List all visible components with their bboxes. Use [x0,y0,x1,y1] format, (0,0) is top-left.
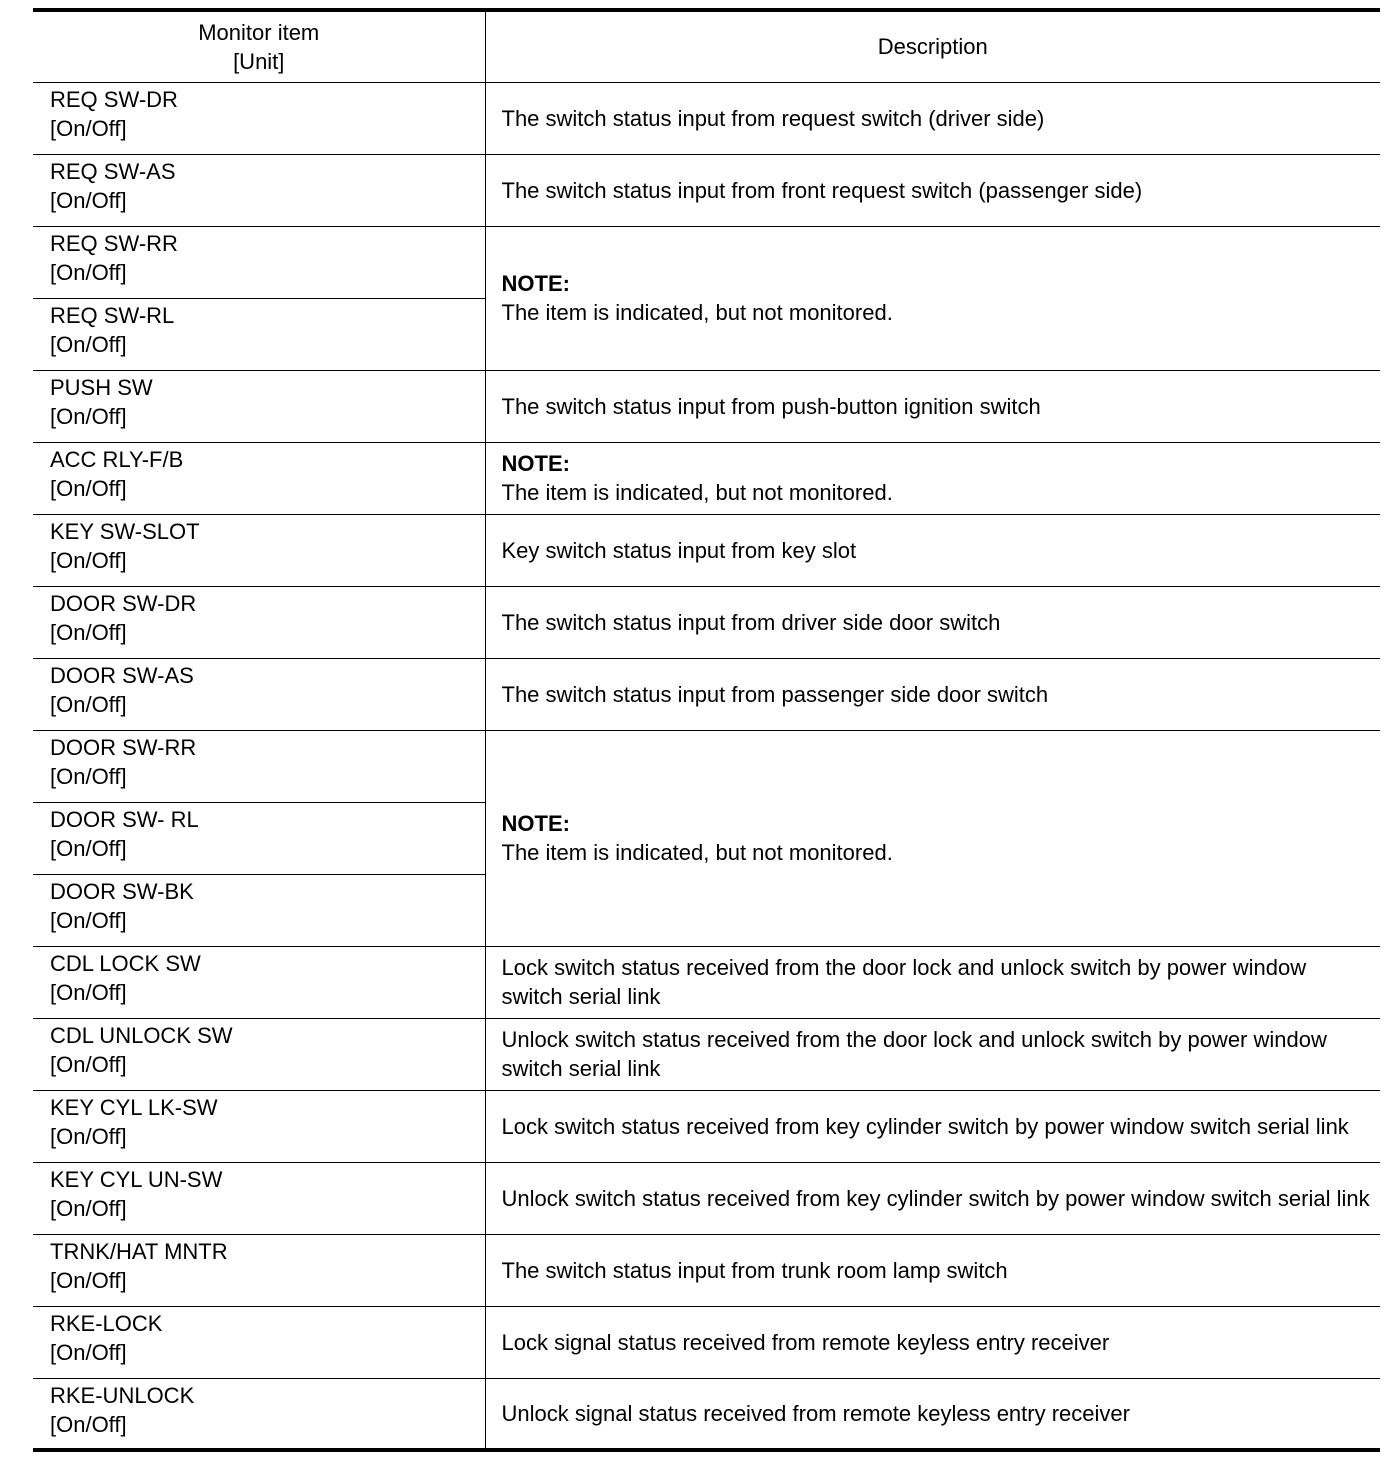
description-text: Unlock signal status received from remote keyless entry receiver [501,1400,1130,1426]
table-row [33,514,1380,586]
table-row [33,1378,1380,1450]
description-cell [485,586,1380,658]
item-unit: [On/Off] [50,115,127,141]
monitor-item-cell [33,802,485,874]
monitor-item-cell [33,874,485,946]
item-name: DOOR SW- RL [50,806,199,832]
table-row [33,658,1380,730]
monitor-item-cell [33,442,485,514]
monitor-item-cell [33,154,485,226]
description-text: Unlock switch status received from the door lock and unlock switch by power window switch serial link [501,1027,1327,1081]
table-row [33,946,1380,1018]
item-name: REQ SW-RL [50,302,175,328]
item-unit: [On/Off] [50,907,127,933]
table-row [33,370,1380,442]
description-text: The item is indicated, but not monitored. [501,480,893,505]
table-row [33,1234,1380,1306]
item-unit: [On/Off] [50,187,127,213]
monitor-item-cell [33,1234,485,1306]
description-cell [485,946,1380,1018]
item-unit: [On/Off] [50,1195,127,1221]
item-name: RKE-LOCK [50,1310,163,1336]
description-text: The item is indicated, but not monitored. [501,300,893,325]
item-unit: [On/Off] [50,691,127,717]
monitor-item-cell [33,82,485,154]
header-unit-label: [Unit] [233,48,285,74]
item-unit: [On/Off] [50,1267,127,1293]
item-name: CDL UNLOCK SW [50,1022,233,1048]
note-label: NOTE: [501,451,570,476]
description-text: The switch status input from request switch (driver side) [501,105,1045,131]
item-name: ACC RLY-F/B [50,446,184,472]
monitor-item-cell [33,226,485,298]
monitor-item-cell [33,514,485,586]
item-name: KEY SW-SLOT [50,518,200,544]
monitor-item-cell [33,370,485,442]
item-name: KEY CYL UN-SW [50,1166,223,1192]
item-unit: [On/Off] [50,619,127,645]
item-name: CDL LOCK SW [50,950,201,976]
item-unit: [On/Off] [50,259,127,285]
description-text: The switch status input from push-button ignition switch [501,393,1041,419]
description-cell [485,1234,1380,1306]
item-name: REQ SW-RR [50,230,178,256]
monitor-item-cell [33,946,485,1018]
table-row [33,1090,1380,1162]
item-unit: [On/Off] [50,1411,127,1437]
item-unit: [On/Off] [50,763,127,789]
description-cell [485,658,1380,730]
monitor-item-table [33,8,1380,1452]
item-unit: [On/Off] [50,331,127,357]
item-name: PUSH SW [50,374,153,400]
header-monitor-item-label: Monitor item [198,19,320,45]
item-name: DOOR SW-BK [50,878,194,904]
description-text: Lock switch status received from the door lock and unlock switch by power window switch serial link [501,955,1307,1009]
description-cell [485,1378,1380,1450]
description-text: Unlock switch status received from key cylinder switch by power window switch serial link [501,1185,1370,1211]
monitor-item-cell [33,1090,485,1162]
note-label: NOTE: [501,271,570,296]
table-row [33,1018,1380,1090]
item-unit: [On/Off] [50,835,127,861]
monitor-item-cell [33,1306,485,1378]
item-unit: [On/Off] [50,403,127,429]
monitor-item-cell [33,658,485,730]
item-unit: [On/Off] [50,1339,127,1365]
header-description: Description [485,10,1380,82]
monitor-item-cell [33,1018,485,1090]
description-cell [485,82,1380,154]
table-row [33,586,1380,658]
description-text: Key switch status input from key slot [501,537,857,563]
description-cell [485,514,1380,586]
description-cell [485,1018,1380,1090]
item-name: REQ SW-AS [50,158,176,184]
monitor-item-cell [33,1162,485,1234]
description-cell [485,154,1380,226]
item-name: DOOR SW-AS [50,662,194,688]
item-unit: [On/Off] [50,547,127,573]
table-row [33,226,1380,298]
description-cell [485,226,1380,370]
description-cell [485,370,1380,442]
item-name: KEY CYL LK-SW [50,1094,218,1120]
description-text: The switch status input from driver side door switch [501,609,1001,635]
description-text: The item is indicated, but not monitored. [501,840,893,865]
table-row [33,1162,1380,1234]
item-unit: [On/Off] [50,475,127,501]
table-row [33,730,1380,802]
description-text: Lock switch status received from key cylinder switch by power window switch serial link [501,1113,1349,1139]
item-name: DOOR SW-RR [50,734,197,760]
table-header-row [33,10,1380,82]
item-unit: [On/Off] [50,979,127,1005]
description-text: Lock signal status received from remote keyless entry receiver [501,1329,1110,1355]
table-row [33,442,1380,514]
description-text: The switch status input from trunk room lamp switch [501,1257,1008,1283]
item-name: RKE-UNLOCK [50,1382,195,1408]
note-label: NOTE: [501,811,570,836]
table-row [33,1306,1380,1378]
table-row [33,82,1380,154]
header-monitor-item [33,10,485,82]
item-unit: [On/Off] [50,1051,127,1077]
monitor-item-cell [33,298,485,370]
description-cell [485,730,1380,946]
table-row [33,154,1380,226]
item-unit: [On/Off] [50,1123,127,1149]
description-cell [485,442,1380,514]
item-name: TRNK/HAT MNTR [50,1238,228,1264]
item-name: DOOR SW-DR [50,590,197,616]
description-text: The switch status input from passenger side door switch [501,681,1049,707]
monitor-item-cell [33,586,485,658]
description-cell [485,1306,1380,1378]
description-text: The switch status input from front request switch (passenger side) [501,177,1143,203]
description-cell [485,1090,1380,1162]
monitor-item-cell [33,730,485,802]
monitor-item-cell [33,1378,485,1450]
description-cell [485,1162,1380,1234]
item-name: REQ SW-DR [50,86,178,112]
